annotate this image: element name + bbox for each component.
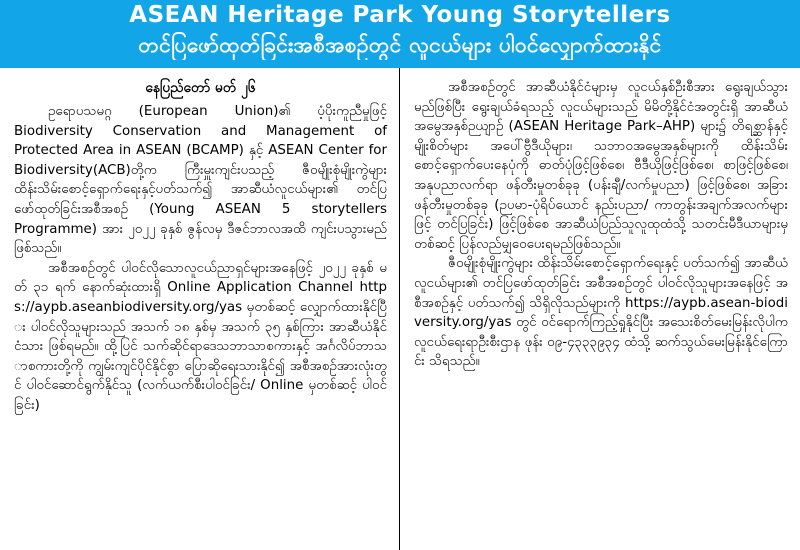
headline-banner (0, 0, 800, 68)
right-column (400, 68, 800, 550)
dateline: နေပြည်တော် မတ် ၂၆ (145, 80, 256, 96)
article-body (0, 68, 800, 550)
paragraph: အစီအစဉ်တွင် ပါဝင်လိုသောလူငယ်ညာရှင်များအနေဖြင့် ၂၀၂၂ ခုနှစ် မတ် ၃၁ ရက် နောက်ဆုံးထားရှိ Online Application Channel https://aypb.aseanbiodiversity.org/yas မှတစ်ဆင့် လျှောက်ထားနိုင်ပြီး ပါဝင်လိုသူများသည် အသက် ၁၈ နှစ်မှ အသက် ၃၅ နှစ်ကြား အာဆီယံနိုင်ငံသား ဖြစ်ရမည်။ ထို့ပြင် သက်ဆိုင်ရာဒေသဘာသာစကားနှင့် အင်္ဂလိပ်ဘာသာစကားတို့ကို ကျွမ်းကျင်ပိုင်နိုင်စွာ ပြောဆိုရေးသားနိုင်၍ အစီအစဉ်အားလုံးတွင် ပါဝင်ဆောင်ရွက်နိုင်သူ (လက်ယက်စီးပါဝင်ခြင်း/ Online မှတစ်ဆင့် ပါဝင်ခြင်း) (14, 260, 387, 413)
left-column (0, 68, 400, 550)
paragraph: ဥရောပသမဂ္ဂ (European Union)၏ ပံ့ပိုးကူညီမှုဖြင့် Biodiversity Conservation and Management of Protected Area in ASEAN (BCAMP) နှင့် ASEAN Center for Biodiversity(ACB)တို့က ကြီးမှူးကျင်းပသည့် ဇီဝမျိုးစုံမျိုးကွဲများ ထိန်းသိမ်းစောင့်ရှောက်ရေးနှင့်ပတ်သက်၍ အာဆီယံလူငယ်များ၏ တင်ပြဖော်ထုတ်ခြင်းအစီအစဉ် (Young ASEAN 5 storytellers Programme) အား ၂၀၂၂ ခုနှစ် ဇွန်လမှ ဒီဇင်ဘာလအထိ ကျင်းပသွားမည်ဖြစ်သည်။ (14, 104, 387, 257)
headline-line-2: တင်ပြဖော်ထုတ်ခြင်းအစီအစဉ်တွင် လူငယ်များ ပါဝင်လျှောက်ထားနိုင် (138, 33, 662, 57)
paragraph: ဇီဝမျိုးစုံမျိုးကွဲများ ထိန်းသိမ်းစောင့်ရှောက်ရေးနှင့် ပတ်သက်၍ အာဆီယံလူငယ်များ၏ တင်ပြဖော်ထုတ်ခြင်း အစီအစဉ်တွင် ပါဝင်လိုသူများအနေဖြင့် အစီအစဉ်နှင့် ပတ်သက်၍ သိရှိလိုသည်များကို https://aypb.asean-biodiversity.org/yas တွင် ဝင်ရောက်ကြည့်ရှုနိုင်ပြီး အသေးစိတ်မေးမြန်းလိုပါက လူငယ်ရေးရာဦးစီးဌာန ဖုန်း ၀၉-၄၃၃၃၉၃၄ ထံသို့ ဆက်သွယ်မေးမြန်းနိုင်ကြောင်း သိရသည်။ (414, 256, 788, 370)
headline-line-1: ASEAN Heritage Park Young Storytellers (129, 2, 671, 28)
paragraph: အစီအစဉ်တွင် အာဆီယံနိုင်ငံများမှ လူငယ်နှစ်ဦးစီအား ရွေးချယ်သွားမည်ဖြစ်ပြီး ရွေးချယ်ခံရသည့် လူငယ်များသည် မိမိတို့နိုင်ငံအတွင်းရှိ အာဆီယံအမွေအနှစ်ဉယျာဉ် (ASEAN Heritage Park–AHP) များ၌ တိရစ္ဆာန်နှင့်မျိုးစိတ်များ အပေါ်ဗွီဒီယိုများ၊ သဘာဝအမွေအနှစ်များကို ထိန်းသိမ်းစောင့်ရှောက်ပေးနေပုံကို ဓာတ်ပုံဖြင့်ဖြစ်စေ၊ ဗီဒီယိုဖြင့်ဖြစ်စေ၊ စာဖြင့်ဖြစ်စေ၊ အနုပညာလက်ရာ ဖန်တီးမှုတစ်ခုခု (ပန်းချီ/လက်မှုပညာ) ဖြင့်ဖြစ်စေ၊ အခြားဖန်တီးမှုတစ်ခုခု (ဉပမာ-ပုံရိပ်ယောင် နည်းပညာ/ ကာတွန်းအချက်အလက်များဖြင့် တင်ပြခြင်း) ဖြင့်ဖြစ်စေ အာဆီယံပြည်သူလူထုထံသို့ သတင်းမီဒီယာများမှတစ်ဆင့် ပြန်လည်မျှဝေပေးရမည်ဖြစ်သည်။ (414, 80, 788, 252)
